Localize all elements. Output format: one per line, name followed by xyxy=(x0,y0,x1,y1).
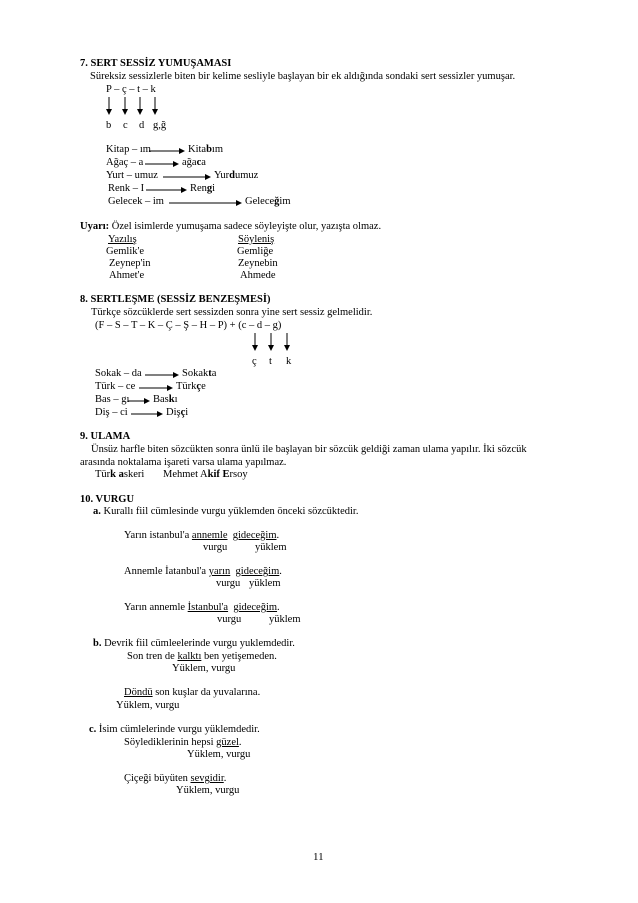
ulama-example-2: Mehmet Akif Ersoy xyxy=(163,469,248,480)
s8-example-from: Türk – ce xyxy=(95,381,136,392)
s7-example-to: Yurdumuz xyxy=(214,170,259,181)
warning-col2-header: Söyleniş xyxy=(238,234,275,245)
section-10-title: 10. VURGU xyxy=(80,494,135,505)
section-7-description: Süreksiz sessizlerle biten bir kelime sesliyle başlayan bir ek aldığında sondaki sert sessizler yumuşar. xyxy=(90,71,516,82)
rule-c: c. İsim cümlelerinde vurgu yüklemdedir. xyxy=(89,724,260,735)
s7-example-to: Geleceğim xyxy=(245,196,291,207)
label-vurgu: vurgu xyxy=(217,614,242,625)
label-yuklem-vurgu: Yüklem, vurgu xyxy=(172,663,236,674)
s7-example-from: Ağaç – a xyxy=(106,157,144,168)
label-yuklem: yüklem xyxy=(255,542,287,553)
sentence-b1: Son tren de kalktı ben yetişemeden. xyxy=(127,651,277,662)
s7-example-from: Renk – I xyxy=(108,183,145,194)
s8-example-to: Türkçe xyxy=(176,381,206,392)
s8-example-to: Baskı xyxy=(153,394,178,405)
rule-b: b. Devrik fiil cümleelerinde vurgu yuklemdedir. xyxy=(93,638,295,649)
soft-b: b xyxy=(106,120,112,131)
label-vurgu: vurgu xyxy=(216,578,241,589)
section-7-title: 7. SERT SESSİZ YUMUŞAMASI xyxy=(80,58,232,69)
soft-g: g,ğ xyxy=(153,120,167,131)
warning-line: Uyarı: Özel isimlerde yumuşama sadece söyleyişte olur, yazışta olmaz. xyxy=(80,221,382,232)
sentence-a2: Annemle İatanbul'a yarın gideceğim. xyxy=(124,566,282,577)
warning-col1-header: Yazılış xyxy=(108,234,137,245)
label-yuklem: yüklem xyxy=(269,614,301,625)
section-9-description-2: arasında noktalama işareti varsa ulama yapılmaz. xyxy=(80,457,287,468)
soft-c: c xyxy=(123,120,128,131)
s8-example-from: Bas – gı xyxy=(95,394,130,405)
section-9-description-1: Ünsüz harfle biten sözcükten sonra ünlü ile başlayan bir sözcük geldiği zaman ulama yapılır. İki sözcük xyxy=(91,444,527,455)
result-t: t xyxy=(269,356,272,367)
label-yuklem-vurgu: Yüklem, vurgu xyxy=(187,749,251,760)
hard-consonants: P – ç – t – k xyxy=(106,84,156,95)
s7-example-to: ağaca xyxy=(182,157,206,168)
s7-example-from: Kitap – ım xyxy=(106,144,151,155)
rule-a: a. Kurallı fiil cümlesinde vurgu yüklemden önceki sözcüktedir. xyxy=(93,506,359,517)
result-k: k xyxy=(286,356,292,367)
section-9-title: 9. ULAMA xyxy=(80,431,131,442)
sentence-c1: Söylediklerinin hepsi güzel. xyxy=(124,737,242,748)
label-yuklem-vurgu: Yüklem, vurgu xyxy=(116,700,180,711)
section-8-formula: (F – S – T – K – Ç – Ş – H – P) + (c – d – g) xyxy=(95,320,282,331)
warning-spoken: Gemliğe xyxy=(237,246,274,257)
warning-spoken: Zeynebin xyxy=(238,258,278,269)
s7-example-to: Rengi xyxy=(190,183,216,194)
ulama-example-1: Türk askeri xyxy=(95,469,145,480)
warning-spoken: Ahmede xyxy=(240,270,276,281)
section-8-title: 8. SERTLEŞME (SESSİZ BENZEŞMESİ) xyxy=(80,294,271,305)
sentence-c2: Çiçeği büyüten sevgidir. xyxy=(124,773,227,784)
s8-example-to: Sokakta xyxy=(182,368,217,379)
s8-example-from: Diş – ci xyxy=(95,407,128,418)
label-vurgu: vurgu xyxy=(203,542,228,553)
page-number: 11 xyxy=(313,851,324,863)
s8-example-to: Dişçi xyxy=(166,407,189,418)
section-8-description: Türkçe sözcüklerde sert sessizden sonra yine sert sessiz gelmelidir. xyxy=(91,307,373,318)
result-c: ç xyxy=(252,356,257,367)
label-yuklem-vurgu: Yüklem, vurgu xyxy=(176,785,240,796)
label-yuklem: yüklem xyxy=(249,578,281,589)
sentence-a1: Yarın istanbul'a annemle gideceğim. xyxy=(124,530,280,541)
sentence-b2: Döndü son kuşlar da yuvalarına. xyxy=(124,687,261,698)
sentence-a3: Yarın annemle İstanbul'a gideceğim. xyxy=(124,602,280,613)
warning-written: Zeynep'in xyxy=(109,258,151,269)
s7-example-from: Yurt – umuz xyxy=(106,170,158,181)
s7-example-from: Gelecek – im xyxy=(108,196,164,207)
s7-example-to: Kitabım xyxy=(188,144,224,155)
warning-written: Ahmet'e xyxy=(109,270,145,281)
s8-example-from: Sokak – da xyxy=(95,368,142,379)
soft-d: d xyxy=(139,120,145,131)
warning-written: Gemlik'e xyxy=(106,246,145,257)
